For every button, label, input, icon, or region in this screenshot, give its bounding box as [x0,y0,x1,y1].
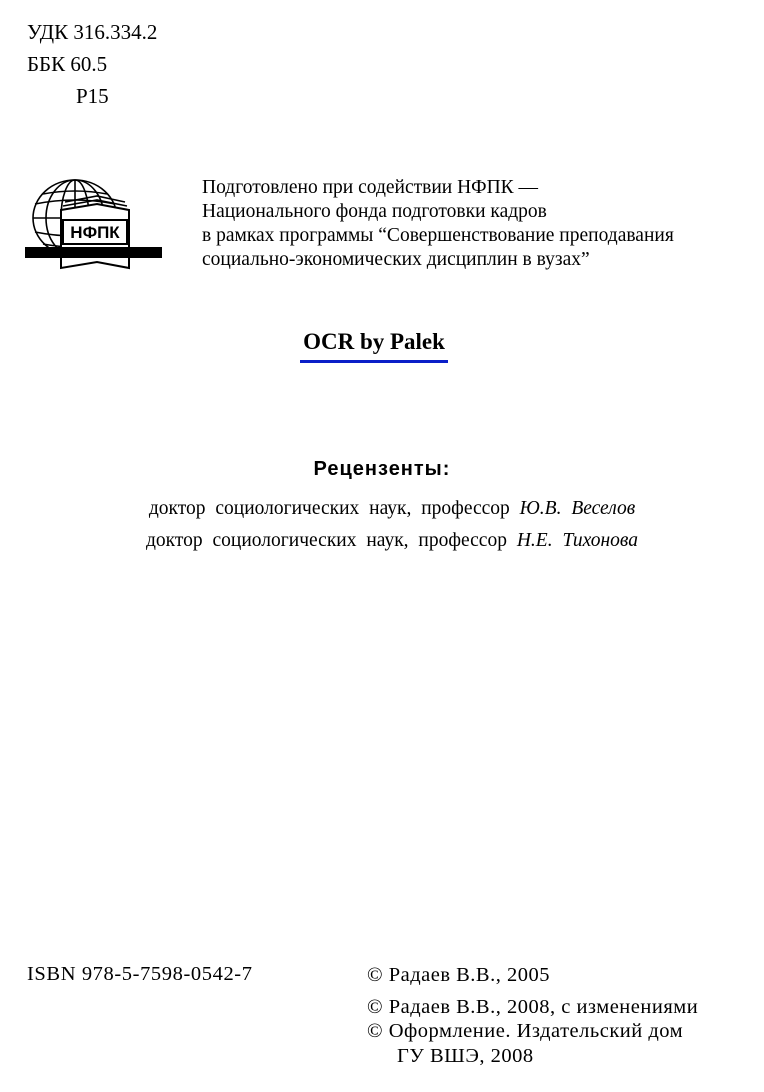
reviewer-name: Н.Е. Тихонова [516,530,638,551]
reviewer-name: Ю.В. Веселов [519,498,636,519]
reviewer-line [0,496,764,522]
copyright-line: © Оформление. Издательский дом [367,1020,684,1042]
copyright-line: ГУ ВШЭ, 2008 [397,1045,534,1067]
reviewer-role: доктор социологических наук, профессор [146,530,507,551]
bbk-code: ББК 60.5 [27,52,108,76]
support-note [202,176,674,272]
reviewers-title: Рецензенты: [313,458,451,480]
support-line: Национального фонда подготовки кадров [202,201,547,222]
logo-label: НФПК [70,223,120,242]
copyright-line: © Радаев В.В., 2008, с изменениями [367,996,699,1018]
ocr-credit [0,327,748,363]
isbn: ISBN 978-5-7598-0542-7 [27,963,253,985]
support-line: в рамках программы “Совершенствование преподавания [202,225,674,246]
udk-code: УДК 316.334.2 [27,20,158,44]
ocr-credit-text: OCR by Palek [300,327,448,363]
author-sign-code: Р15 [76,84,109,108]
copyright-line: © Радаев В.В., 2005 [367,964,550,986]
reviewer-line [0,528,764,554]
nfpk-logo [25,176,165,278]
reviewer-role: доктор социологических наук, профессор [148,498,510,519]
logo-bar [25,247,162,258]
support-line: социально-экономических дисциплин в вузах” [202,249,590,270]
support-line: Подготовлено при содействии НФПК — [202,177,539,198]
